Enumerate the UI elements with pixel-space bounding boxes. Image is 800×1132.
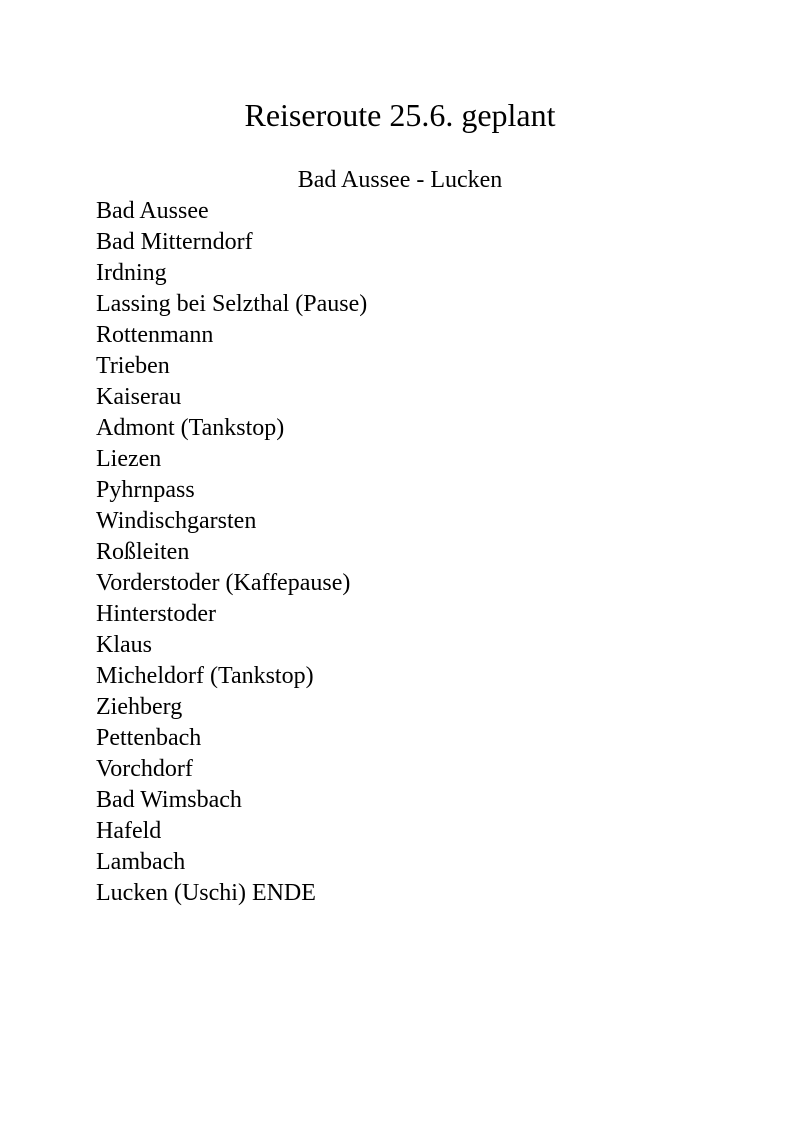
route-stop: Hinterstoder (96, 601, 216, 627)
route-stop: Vorderstoder (Kaffepause) (96, 570, 351, 596)
route-stop: Rottenmann (96, 322, 214, 348)
route-stop: Bad Aussee (96, 198, 209, 224)
route-stop: Klaus (96, 632, 152, 658)
route-stop: Vorchdorf (96, 756, 193, 782)
route-stop: Windischgarsten (96, 508, 257, 534)
route-stop: Hafeld (96, 818, 162, 844)
route-stop: Kaiserau (96, 384, 182, 410)
route-stop: Micheldorf (Tankstop) (96, 663, 314, 689)
route-stop: Trieben (96, 353, 170, 379)
route-stop: Admont (Tankstop) (96, 415, 285, 441)
route-stop: Pyhrnpass (96, 477, 195, 503)
route-stop: Liezen (96, 446, 162, 472)
route-stop: Ziehberg (96, 694, 183, 720)
route-stop: Bad Mitterndorf (96, 229, 253, 255)
route-stop: Roßleiten (96, 539, 190, 565)
route-subtitle: Bad Aussee - Lucken (297, 167, 503, 193)
route-stop: Bad Wimsbach (96, 787, 242, 813)
route-stop: Pettenbach (96, 725, 202, 751)
page-title: Reiseroute 25.6. geplant (244, 97, 556, 133)
route-stop: Lucken (Uschi) ENDE (96, 880, 316, 906)
route-stop: Lassing bei Selzthal (Pause) (96, 291, 368, 317)
route-stop: Irdning (96, 260, 167, 286)
route-stop: Lambach (96, 849, 186, 875)
route-stop-list (96, 196, 367, 909)
